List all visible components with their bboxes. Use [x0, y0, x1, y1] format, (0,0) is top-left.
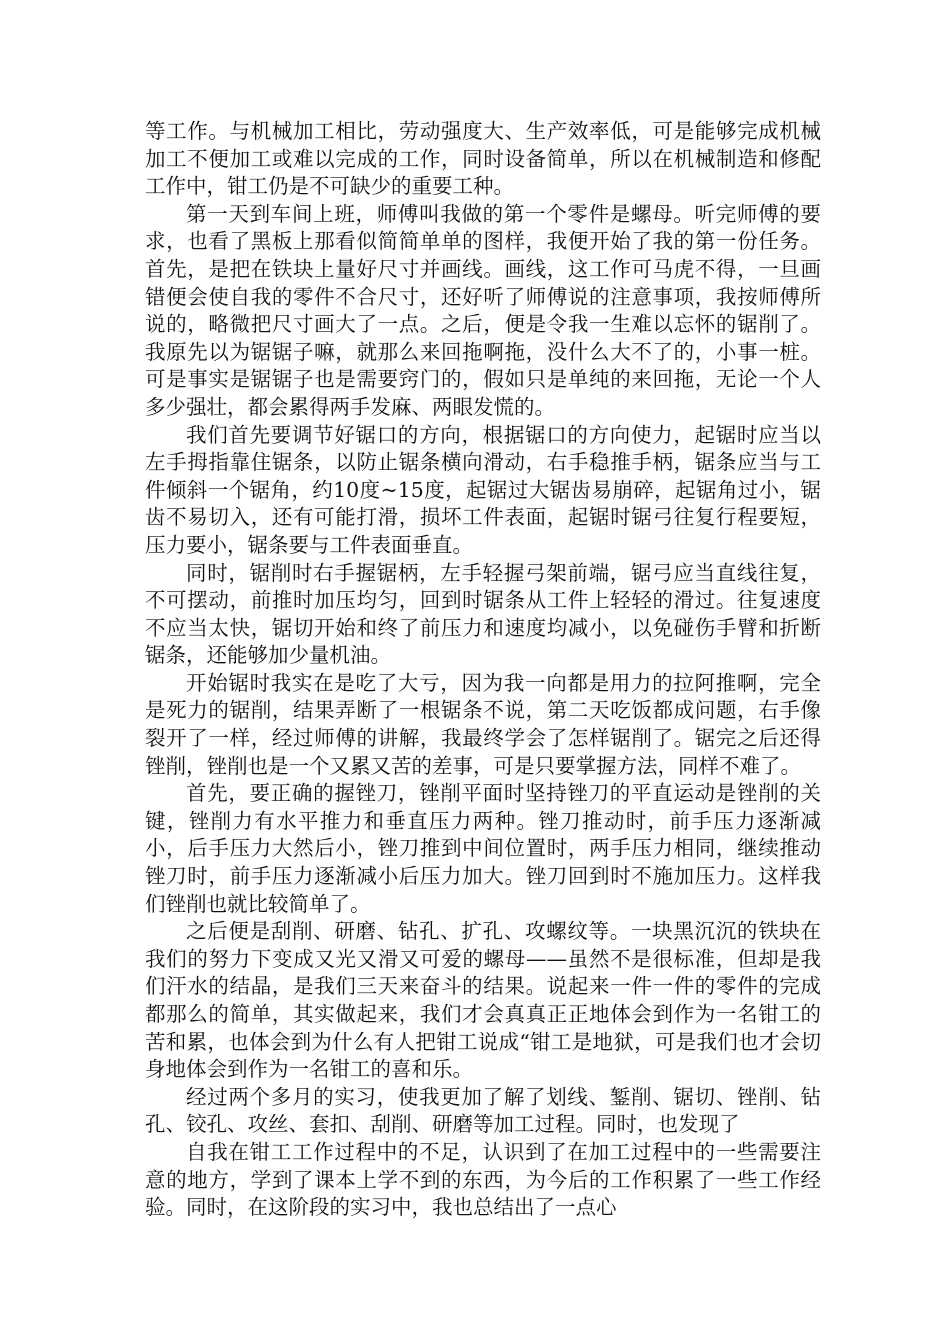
- paragraph-5: 开始锯时我实在是吃了大亏，因为我一向都是用力的拉阿推啊，完全是死力的锯削，结果弄断了一根锯条不说，第二天吃饭都成问题，右手像裂开了一样，经过师傅的讲解，我最终学会了怎样锯削了。锯完之后还得锉削，锉削也是一个又累又苦的差事，可是只要掌握方法，同样不难了。: [145, 670, 821, 778]
- document-body: [145, 118, 821, 1222]
- paragraph-8: 经过两个多月的实习，使我更加了解了划线、錾削、锯切、锉削、钻孔、铰孔、攻丝、套扣、刮削、研磨等加工过程。同时，也发现了: [145, 1084, 821, 1137]
- paragraph-2: 第一天到车间上班，师傅叫我做的第一个零件是螺母。听完师傅的要求，也看了黑板上那看似简简单单的图样，我便开始了我的第一份任务。首先，是把在铁块上量好尺寸并画线。画线，这工作可马虎不得，一旦画错便会使自我的零件不合尺寸，还好听了师傅说的注意事项，我按师傅所说的，略微把尺寸画大了一点。之后，便是令我一生难以忘怀的锯削了。我原先以为锯锯子嘛，就那么来回拖啊拖，没什么大不了的，小事一桩。可是事实是锯锯子也是需要窍门的，假如只是单纯的来回拖，无论一个人多少强壮，都会累得两手发麻、两眼发慌的。: [145, 201, 821, 419]
- paragraph-7: 之后便是刮削、研磨、钻孔、扩孔、攻螺纹等。一块黑沉沉的铁块在我们的努力下变成又光又滑又可爱的螺母——虽然不是很标准，但却是我们汗水的结晶，是我们三天来奋斗的结果。说起来一件一件的零件的完成都那么的简单，其实做起来，我们才会真真正正地体会到作为一名钳工的苦和累，也体会到为什么有人把钳工说成“钳工是地狱，可是我们也才会切身地体会到作为一名钳工的喜和乐。: [145, 919, 821, 1082]
- paragraph-3: 我们首先要调节好锯口的方向，根据锯口的方向使力，起锯时应当以左手拇指靠住锯条，以防止锯条横向滑动，右手稳推手柄，锯条应当与工件倾斜一个锯角，约10度~15度，起锯过大锯齿易崩碎，起锯角过小，锯齿不易切入，还有可能打滑，损坏工件表面，起锯时锯弓往复行程要短，压力要小，锯条要与工件表面垂直。: [145, 422, 821, 557]
- paragraph-6: 首先，要正确的握锉刀，锉削平面时坚持锉刀的平直运动是锉削的关键，锉削力有水平推力和垂直压力两种。锉刀推动时，前手压力逐渐减小，后手压力大然后小，锉刀推到中间位置时，两手压力相同，继续推动锉刀时，前手压力逐渐减小后压力加大。锉刀回到时不施加压力。这样我们锉削也就比较简单了。: [145, 781, 821, 916]
- paragraph-9: 自我在钳工工作过程中的不足，认识到了在加工过程中的一些需要注意的地方，学到了课本上学不到的东西，为今后的工作积累了一些工作经验。同时，在这阶段的实习中，我也总结出了一点心: [145, 1139, 821, 1220]
- paragraph-4: 同时，锯削时右手握锯柄，左手轻握弓架前端，锯弓应当直线往复，不可摆动，前推时加压均匀，回到时锯条从工件上轻轻的滑过。往复速度不应当太快，锯切开始和终了前压力和速度均减小，以免碰伤手臂和折断锯条，还能够加少量机油。: [145, 560, 821, 668]
- paragraph-1: 等工作。与机械加工相比，劳动强度大、生产效率低，可是能够完成机械加工不便加工或难以完成的工作，同时设备简单，所以在机械制造和修配工作中，钳工仍是不可缺少的重要工种。: [145, 119, 821, 199]
